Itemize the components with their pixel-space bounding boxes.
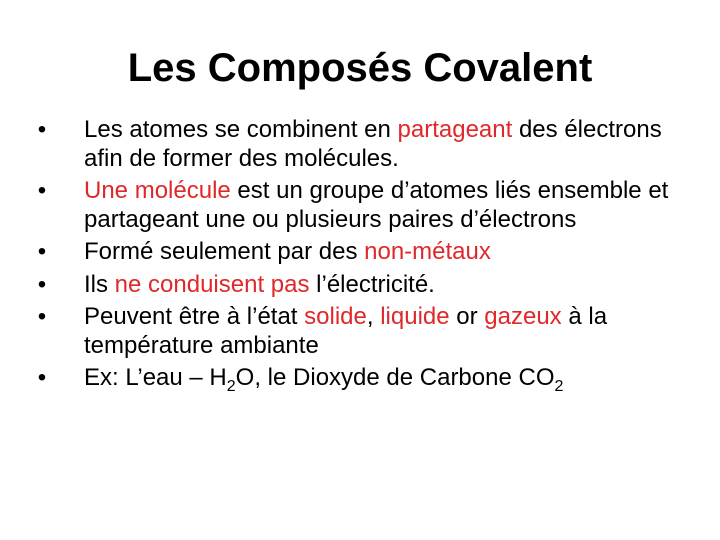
- highlight-text: non-métaux: [364, 238, 491, 265]
- bullet-text: Les atomes se combinent en: [84, 116, 398, 143]
- highlight-text: liquide: [380, 303, 450, 330]
- bullet-list: [32, 116, 692, 397]
- list-item: [32, 116, 692, 173]
- bullet-icon: •: [37, 303, 47, 330]
- bullet-icon: •: [37, 116, 47, 143]
- bullet-icon: •: [37, 238, 47, 265]
- bullet-text: à la température ambiante: [84, 303, 608, 359]
- bullet-icon: •: [37, 364, 47, 391]
- highlight-text: Une molécule: [84, 177, 231, 204]
- highlight-text: partageant: [397, 116, 513, 143]
- highlight-text: ne conduisent pas: [114, 270, 310, 298]
- bullet-text: or: [449, 303, 485, 330]
- bullet-text: Ils: [84, 270, 115, 298]
- subscript: 2: [226, 378, 236, 395]
- list-item: [32, 303, 692, 360]
- subscript: 2: [554, 378, 564, 395]
- list-item: [32, 238, 692, 267]
- highlight-text: gazeux: [484, 303, 562, 330]
- bullet-text: Peuvent être à l’état: [84, 303, 305, 330]
- bullet-text: des électrons afin de former des molécules.: [84, 116, 662, 172]
- bullet-text: Ex: L’eau – H: [84, 364, 227, 391]
- highlight-text: solide: [304, 303, 367, 330]
- bullet-text: l’électricité.: [309, 270, 435, 298]
- bullet-icon: •: [37, 270, 47, 298]
- bullet-text: ,: [366, 303, 381, 330]
- list-item: [32, 271, 692, 300]
- list-item: [32, 177, 692, 234]
- bullet-icon: •: [37, 177, 47, 204]
- list-item: [32, 364, 692, 393]
- slide-title: Les Composés Covalent: [127, 46, 593, 90]
- bullet-text: est un groupe d’atomes liés ensemble et partageant une ou plusieurs paires d’électrons: [84, 177, 669, 233]
- bullet-text: Formé seulement par des: [84, 238, 365, 265]
- bullet-text: O, le Dioxyde de Carbone CO: [235, 364, 555, 391]
